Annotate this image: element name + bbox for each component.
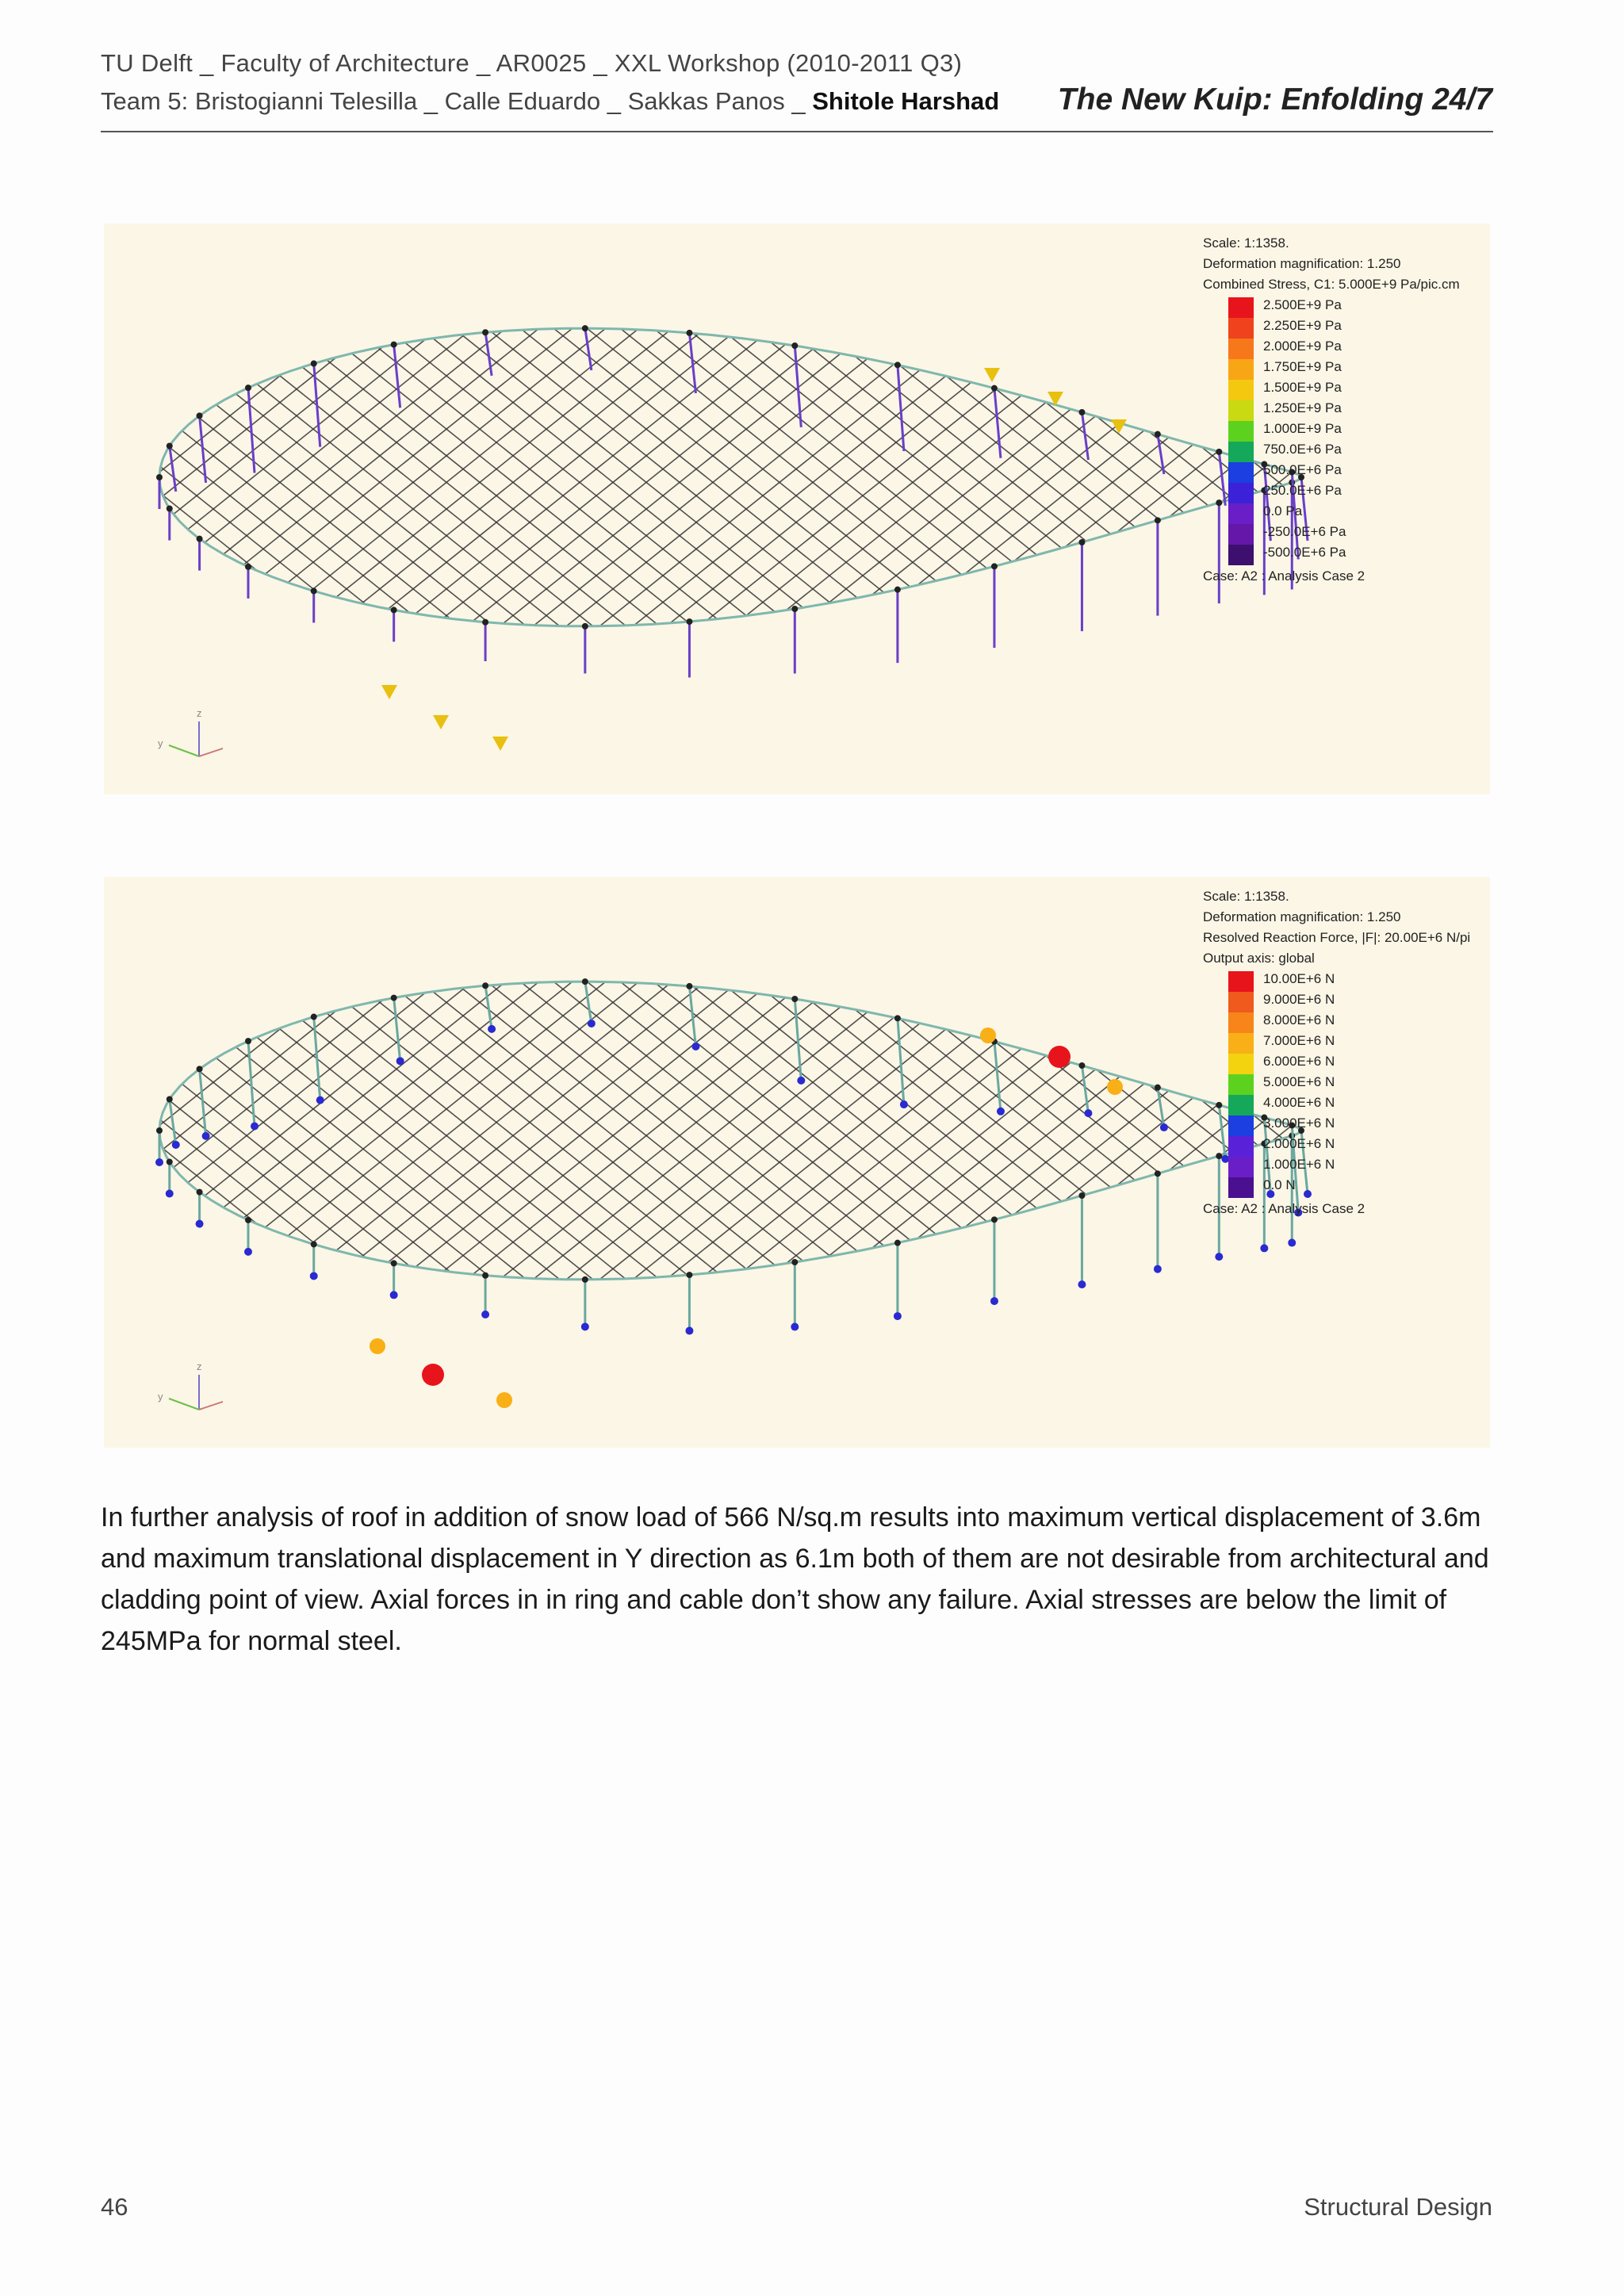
legend-color-scale — [1203, 969, 1470, 1196]
legend-entry — [1203, 1010, 1470, 1031]
legend-entry — [1203, 969, 1470, 989]
page-number: 46 — [101, 2193, 128, 2221]
legend-swatch — [1228, 545, 1254, 565]
legend-label: 1.000E+9 Pa — [1263, 421, 1342, 436]
legend-label: 250.0E+6 Pa — [1263, 483, 1342, 498]
section-name: Structural Design — [1304, 2193, 1492, 2221]
legend-label: 1.500E+9 Pa — [1263, 380, 1342, 395]
legend-label: 6.000E+6 N — [1263, 1054, 1335, 1069]
legend-entry — [1203, 480, 1460, 501]
axis-z-label: z — [197, 1360, 202, 1372]
legend-entry — [1203, 439, 1460, 460]
legend-label: 4.000E+6 N — [1263, 1095, 1335, 1110]
legend-entry — [1203, 1072, 1470, 1093]
legend-scale: Scale: 1:1358. — [1203, 235, 1289, 251]
legend-label: 2.000E+9 Pa — [1263, 339, 1342, 354]
reaction-legend — [1203, 886, 1470, 1219]
legend-entry — [1203, 460, 1460, 480]
legend-entry — [1203, 522, 1460, 542]
axis-triad — [128, 1353, 223, 1432]
legend-label: 1.250E+9 Pa — [1263, 400, 1342, 415]
legend-label: 9.000E+6 N — [1263, 992, 1335, 1007]
legend-entry — [1203, 542, 1460, 563]
legend-label: 2.000E+6 N — [1263, 1136, 1335, 1151]
body-paragraph: In further analysis of roof in addition of snow load of 566 N/sq.m results into maximum vertical displacement of 3.6m and maximum translational displacement in Y direction as 6.1m both of them are not desirable from architectural and cladding point of view. Axial forces in in ring and cable don’t show any failure. Axial stresses are below the limit of 245MPa for normal steel. — [101, 1502, 1489, 1656]
legend-swatch — [1228, 1177, 1254, 1198]
legend-quantity: Resolved Reaction Force, |F|: 20.00E+6 N/pi — [1203, 930, 1471, 945]
axis-triad — [128, 699, 223, 779]
legend-label: 8.000E+6 N — [1263, 1012, 1335, 1027]
legend-color-scale — [1203, 295, 1460, 563]
legend-entry — [1203, 1051, 1470, 1072]
legend-scale: Scale: 1:1358. — [1203, 889, 1289, 904]
stress-analysis-figure — [104, 224, 1490, 794]
legend-label: 1.750E+9 Pa — [1263, 359, 1342, 374]
legend-case: Case: A2 : Analysis Case 2 — [1203, 568, 1365, 584]
legend-entry — [1203, 398, 1460, 419]
legend-label: 2.250E+9 Pa — [1263, 318, 1342, 333]
legend-label: 750.0E+6 Pa — [1263, 442, 1342, 457]
axis-y-label: y — [158, 737, 163, 749]
legend-label: 0.0 N — [1263, 1177, 1296, 1192]
axis-z-label: z — [197, 707, 202, 719]
axis-y-label: y — [158, 1391, 163, 1402]
legend-output-axis: Output axis: global — [1203, 951, 1315, 966]
legend-entry — [1203, 316, 1460, 336]
legend-quantity: Combined Stress, C1: 5.000E+9 Pa/pic.cm — [1203, 277, 1460, 292]
team-members: Team 5: Bristogianni Telesilla _ Calle Eduardo _ Sakkas Panos _ — [101, 87, 813, 115]
legend-entry — [1203, 419, 1460, 439]
document-title: The New Kuip: Enfolding 24/7 — [1057, 82, 1492, 117]
legend-label: 3.000E+6 N — [1263, 1115, 1335, 1131]
legend-entry — [1203, 1134, 1470, 1154]
legend-entry — [1203, 295, 1460, 316]
legend-label: 500.0E+6 Pa — [1263, 462, 1342, 477]
legend-magnification: Deformation magnification: 1.250 — [1203, 909, 1401, 924]
header-divider — [101, 131, 1493, 132]
legend-entry — [1203, 336, 1460, 357]
legend-entry — [1203, 989, 1470, 1010]
team-member-highlight: Shitole Harshad — [812, 87, 1000, 115]
legend-entry — [1203, 1175, 1470, 1196]
legend-entry — [1203, 1154, 1470, 1175]
stress-legend — [1203, 233, 1460, 587]
legend-entry — [1203, 1093, 1470, 1113]
legend-magnification: Deformation magnification: 1.250 — [1203, 256, 1401, 271]
legend-label: 5.000E+6 N — [1263, 1074, 1335, 1089]
legend-label: 0.0 Pa — [1263, 503, 1303, 519]
legend-label: 10.00E+6 N — [1263, 971, 1335, 986]
legend-label: -500.0E+6 Pa — [1263, 545, 1346, 560]
legend-entry — [1203, 377, 1460, 398]
support-columns — [156, 325, 1308, 677]
legend-label: -250.0E+6 Pa — [1263, 524, 1346, 539]
legend-case: Case: A2 : Analysis Case 2 — [1203, 1201, 1365, 1216]
legend-entry — [1203, 501, 1460, 522]
course-header: TU Delft _ Faculty of Architecture _ AR0025 _ XXL Workshop (2010-2011 Q3) — [101, 49, 963, 77]
legend-label: 2.500E+9 Pa — [1263, 297, 1342, 312]
reaction-force-figure — [104, 877, 1490, 1448]
legend-entry — [1203, 357, 1460, 377]
legend-entry — [1203, 1113, 1470, 1134]
legend-label: 1.000E+6 N — [1263, 1157, 1335, 1172]
legend-entry — [1203, 1031, 1470, 1051]
team-header — [101, 87, 999, 116]
result-markers — [381, 368, 1127, 751]
legend-label: 7.000E+6 N — [1263, 1033, 1335, 1048]
